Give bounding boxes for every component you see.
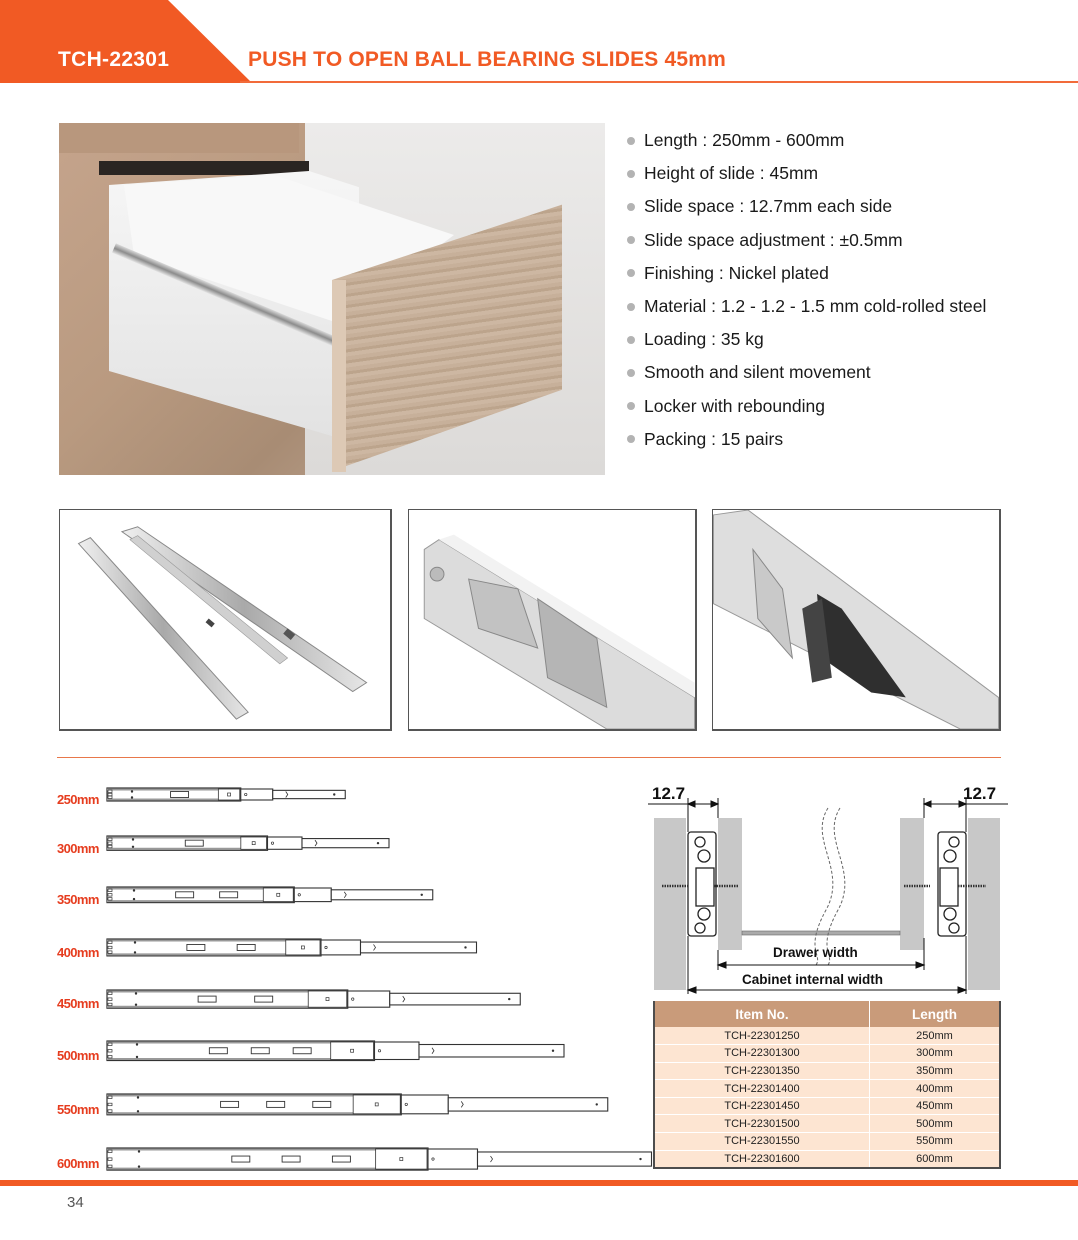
table-header-row bbox=[654, 1001, 1000, 1027]
spec-item bbox=[627, 257, 986, 290]
cell-item-no: TCH-22301300 bbox=[654, 1045, 869, 1063]
drawer-side-right bbox=[900, 818, 924, 950]
spec-item bbox=[627, 390, 986, 423]
mount-hole bbox=[131, 790, 133, 792]
page-title: PUSH TO OPEN BALL BEARING SLIDES 45mm bbox=[248, 48, 727, 71]
inner-member bbox=[331, 1042, 374, 1060]
mount-hole bbox=[131, 796, 133, 798]
slide-drawing bbox=[106, 1147, 655, 1173]
slide-length-label: 550mm bbox=[57, 1101, 99, 1117]
middle-member bbox=[268, 837, 303, 849]
spec-text: Slide space adjustment : ±0.5mm bbox=[644, 229, 903, 250]
end-hole bbox=[464, 946, 466, 948]
bracket-slot bbox=[293, 1048, 311, 1054]
slide-drawing bbox=[106, 835, 392, 853]
slide-length-label: 250mm bbox=[57, 792, 99, 807]
bracket-slot bbox=[176, 892, 194, 898]
slide-drawing bbox=[106, 1040, 567, 1064]
bracket-slot bbox=[185, 840, 203, 846]
slide-drawing bbox=[106, 886, 436, 906]
middle-member bbox=[401, 1095, 448, 1114]
spec-text: Packing : 15 pairs bbox=[644, 428, 784, 449]
product-code: TCH-22301 bbox=[58, 48, 170, 71]
bracket-slot bbox=[171, 792, 189, 798]
mount-hole bbox=[133, 898, 135, 900]
slide-length-label: 600mm bbox=[57, 1156, 99, 1172]
item-table bbox=[653, 1001, 1001, 1169]
rail-closeup-illustration bbox=[409, 510, 695, 729]
inner-extension bbox=[419, 1045, 564, 1057]
spec-text: Finishing : Nickel plated bbox=[644, 262, 829, 283]
mount-hole bbox=[134, 951, 136, 953]
table-row bbox=[654, 1133, 1000, 1151]
bracket-slot bbox=[332, 1156, 350, 1162]
mount-hole bbox=[137, 1096, 139, 1098]
inner-extension bbox=[448, 1098, 608, 1111]
end-hole bbox=[333, 793, 335, 795]
bracket-slot bbox=[267, 1101, 285, 1107]
spec-item bbox=[627, 323, 986, 356]
table-row bbox=[654, 1150, 1000, 1168]
spec-item bbox=[627, 356, 986, 389]
bracket-slot bbox=[209, 1048, 227, 1054]
header-item-no: Item No. bbox=[654, 1001, 869, 1027]
spec-item bbox=[627, 423, 986, 456]
mount-hole bbox=[132, 846, 134, 848]
inner-member bbox=[263, 888, 293, 902]
left-gap-label: 12.7 bbox=[652, 784, 686, 803]
bullet-icon bbox=[627, 170, 635, 178]
middle-member bbox=[428, 1149, 478, 1169]
slide-length-label: 350mm bbox=[57, 892, 99, 908]
drawer-side-left bbox=[718, 818, 742, 950]
bracket-slot bbox=[255, 996, 273, 1002]
installation-diagram bbox=[648, 780, 1008, 995]
page-number: 34 bbox=[67, 1194, 84, 1211]
bracket-slot bbox=[282, 1156, 300, 1162]
middle-member bbox=[241, 789, 273, 800]
inner-member bbox=[308, 991, 347, 1007]
cell-length: 600mm bbox=[869, 1150, 1000, 1168]
mount-hole bbox=[138, 1150, 140, 1152]
bullet-icon bbox=[627, 303, 635, 311]
thumbnail-slide-pair bbox=[59, 509, 392, 731]
inner-member bbox=[241, 837, 267, 849]
inner-extension bbox=[478, 1152, 652, 1166]
right-gap-label: 12.7 bbox=[963, 784, 997, 803]
bracket-slot bbox=[220, 892, 238, 898]
inner-member bbox=[218, 789, 239, 800]
inner-extension bbox=[302, 839, 389, 848]
bracket-slot bbox=[187, 944, 205, 950]
slide-drawing bbox=[106, 938, 480, 959]
spec-text: Length : 250mm - 600mm bbox=[644, 130, 845, 151]
table-row bbox=[654, 1097, 1000, 1115]
mount-hole bbox=[137, 1110, 139, 1112]
middle-member bbox=[294, 888, 331, 902]
bracket-slot bbox=[232, 1156, 250, 1162]
table-row bbox=[654, 1045, 1000, 1063]
mount-hole bbox=[136, 1043, 138, 1045]
slide-length-label: 300mm bbox=[57, 840, 99, 856]
slide-profile-right bbox=[938, 832, 966, 936]
cell-item-no: TCH-22301450 bbox=[654, 1097, 869, 1115]
footer-bar bbox=[0, 1180, 1078, 1186]
slide-drawing bbox=[106, 1093, 611, 1118]
mount-hole bbox=[135, 1004, 137, 1006]
bullet-icon bbox=[627, 369, 635, 377]
drawer-front-edge bbox=[332, 280, 346, 472]
middle-member bbox=[375, 1042, 420, 1060]
end-hole bbox=[421, 894, 423, 896]
bullet-icon bbox=[627, 203, 635, 211]
slide-length-label: 450mm bbox=[57, 996, 99, 1012]
spec-list bbox=[627, 124, 986, 456]
cell-item-no: TCH-22301350 bbox=[654, 1062, 869, 1080]
slide-profile-left bbox=[688, 832, 716, 936]
table-row bbox=[654, 1080, 1000, 1098]
cross-section-drawing bbox=[648, 780, 1008, 995]
end-hole bbox=[596, 1103, 598, 1105]
mount-hole bbox=[136, 1056, 138, 1058]
mount-hole bbox=[135, 992, 137, 994]
end-hole bbox=[552, 1050, 554, 1052]
cabinet-gap bbox=[99, 161, 309, 175]
drawer-width-label: Drawer width bbox=[773, 945, 858, 960]
slide-length-label: 400mm bbox=[57, 944, 99, 960]
cell-item-no: TCH-22301500 bbox=[654, 1115, 869, 1133]
spec-text: Height of slide : 45mm bbox=[644, 163, 819, 184]
slide-pair-illustration bbox=[60, 510, 390, 729]
thumbnail-locker-closeup bbox=[712, 509, 1001, 731]
drawer-bottom bbox=[742, 931, 900, 935]
mount-hole bbox=[138, 1165, 140, 1167]
mount-hole bbox=[133, 889, 135, 891]
bracket-slot bbox=[313, 1101, 331, 1107]
mount-hole bbox=[132, 838, 134, 840]
bracket-slot bbox=[237, 944, 255, 950]
cell-length: 400mm bbox=[869, 1080, 1000, 1098]
cell-length: 450mm bbox=[869, 1097, 1000, 1115]
spec-text: Loading : 35 kg bbox=[644, 329, 764, 350]
spec-item bbox=[627, 157, 986, 190]
bullet-icon bbox=[627, 336, 635, 344]
bullet-icon bbox=[627, 435, 635, 443]
table-row bbox=[654, 1027, 1000, 1045]
spec-item bbox=[627, 190, 986, 223]
spec-text: Locker with rebounding bbox=[644, 395, 825, 416]
cell-item-no: TCH-22301250 bbox=[654, 1027, 869, 1045]
inner-extension bbox=[361, 942, 477, 953]
cell-item-no: TCH-22301400 bbox=[654, 1080, 869, 1098]
bracket-slot bbox=[251, 1048, 269, 1054]
bullet-icon bbox=[627, 269, 635, 277]
header-length: Length bbox=[869, 1001, 1000, 1027]
cell-length: 300mm bbox=[869, 1045, 1000, 1063]
slide-length-label: 500mm bbox=[57, 1048, 99, 1063]
table-row bbox=[654, 1115, 1000, 1133]
header-divider bbox=[240, 81, 1078, 83]
cabinet-top bbox=[59, 123, 299, 153]
spec-item bbox=[627, 290, 986, 323]
cabinet-wall-left bbox=[654, 818, 686, 990]
hero-drawer-photo bbox=[59, 123, 605, 475]
inner-member bbox=[286, 940, 320, 955]
slide-drawing bbox=[106, 787, 348, 804]
section-divider bbox=[57, 757, 1001, 758]
end-hole bbox=[377, 842, 379, 844]
inner-extension bbox=[390, 993, 521, 1005]
end-hole bbox=[639, 1158, 641, 1160]
cell-length: 500mm bbox=[869, 1115, 1000, 1133]
cell-item-no: TCH-22301550 bbox=[654, 1133, 869, 1151]
cell-length: 350mm bbox=[869, 1062, 1000, 1080]
cabinet-width-label: Cabinet internal width bbox=[742, 972, 884, 987]
bullet-icon bbox=[627, 137, 635, 145]
cell-length: 550mm bbox=[869, 1133, 1000, 1151]
spec-item bbox=[627, 224, 986, 257]
bullet-icon bbox=[627, 402, 635, 410]
spec-text: Slide space : 12.7mm each side bbox=[644, 196, 893, 217]
cabinet-wall-right bbox=[968, 818, 1000, 990]
cell-item-no: TCH-22301600 bbox=[654, 1150, 869, 1168]
table-row bbox=[654, 1062, 1000, 1080]
cell-length: 250mm bbox=[869, 1027, 1000, 1045]
bracket-slot bbox=[198, 996, 216, 1002]
end-hole bbox=[508, 998, 510, 1000]
spec-item bbox=[627, 124, 986, 157]
mount-hole bbox=[134, 941, 136, 943]
spec-text: Smooth and silent movement bbox=[644, 362, 871, 383]
thumbnail-rail-closeup bbox=[408, 509, 697, 731]
inner-member bbox=[376, 1149, 427, 1169]
slide-drawing bbox=[106, 989, 523, 1011]
locker-closeup-illustration bbox=[713, 510, 999, 729]
spec-text: Material : 1.2 - 1.2 - 1.5 mm cold-rolled steel bbox=[644, 296, 987, 317]
inner-member bbox=[353, 1095, 400, 1114]
bracket-slot bbox=[221, 1101, 239, 1107]
bullet-icon bbox=[627, 236, 635, 244]
